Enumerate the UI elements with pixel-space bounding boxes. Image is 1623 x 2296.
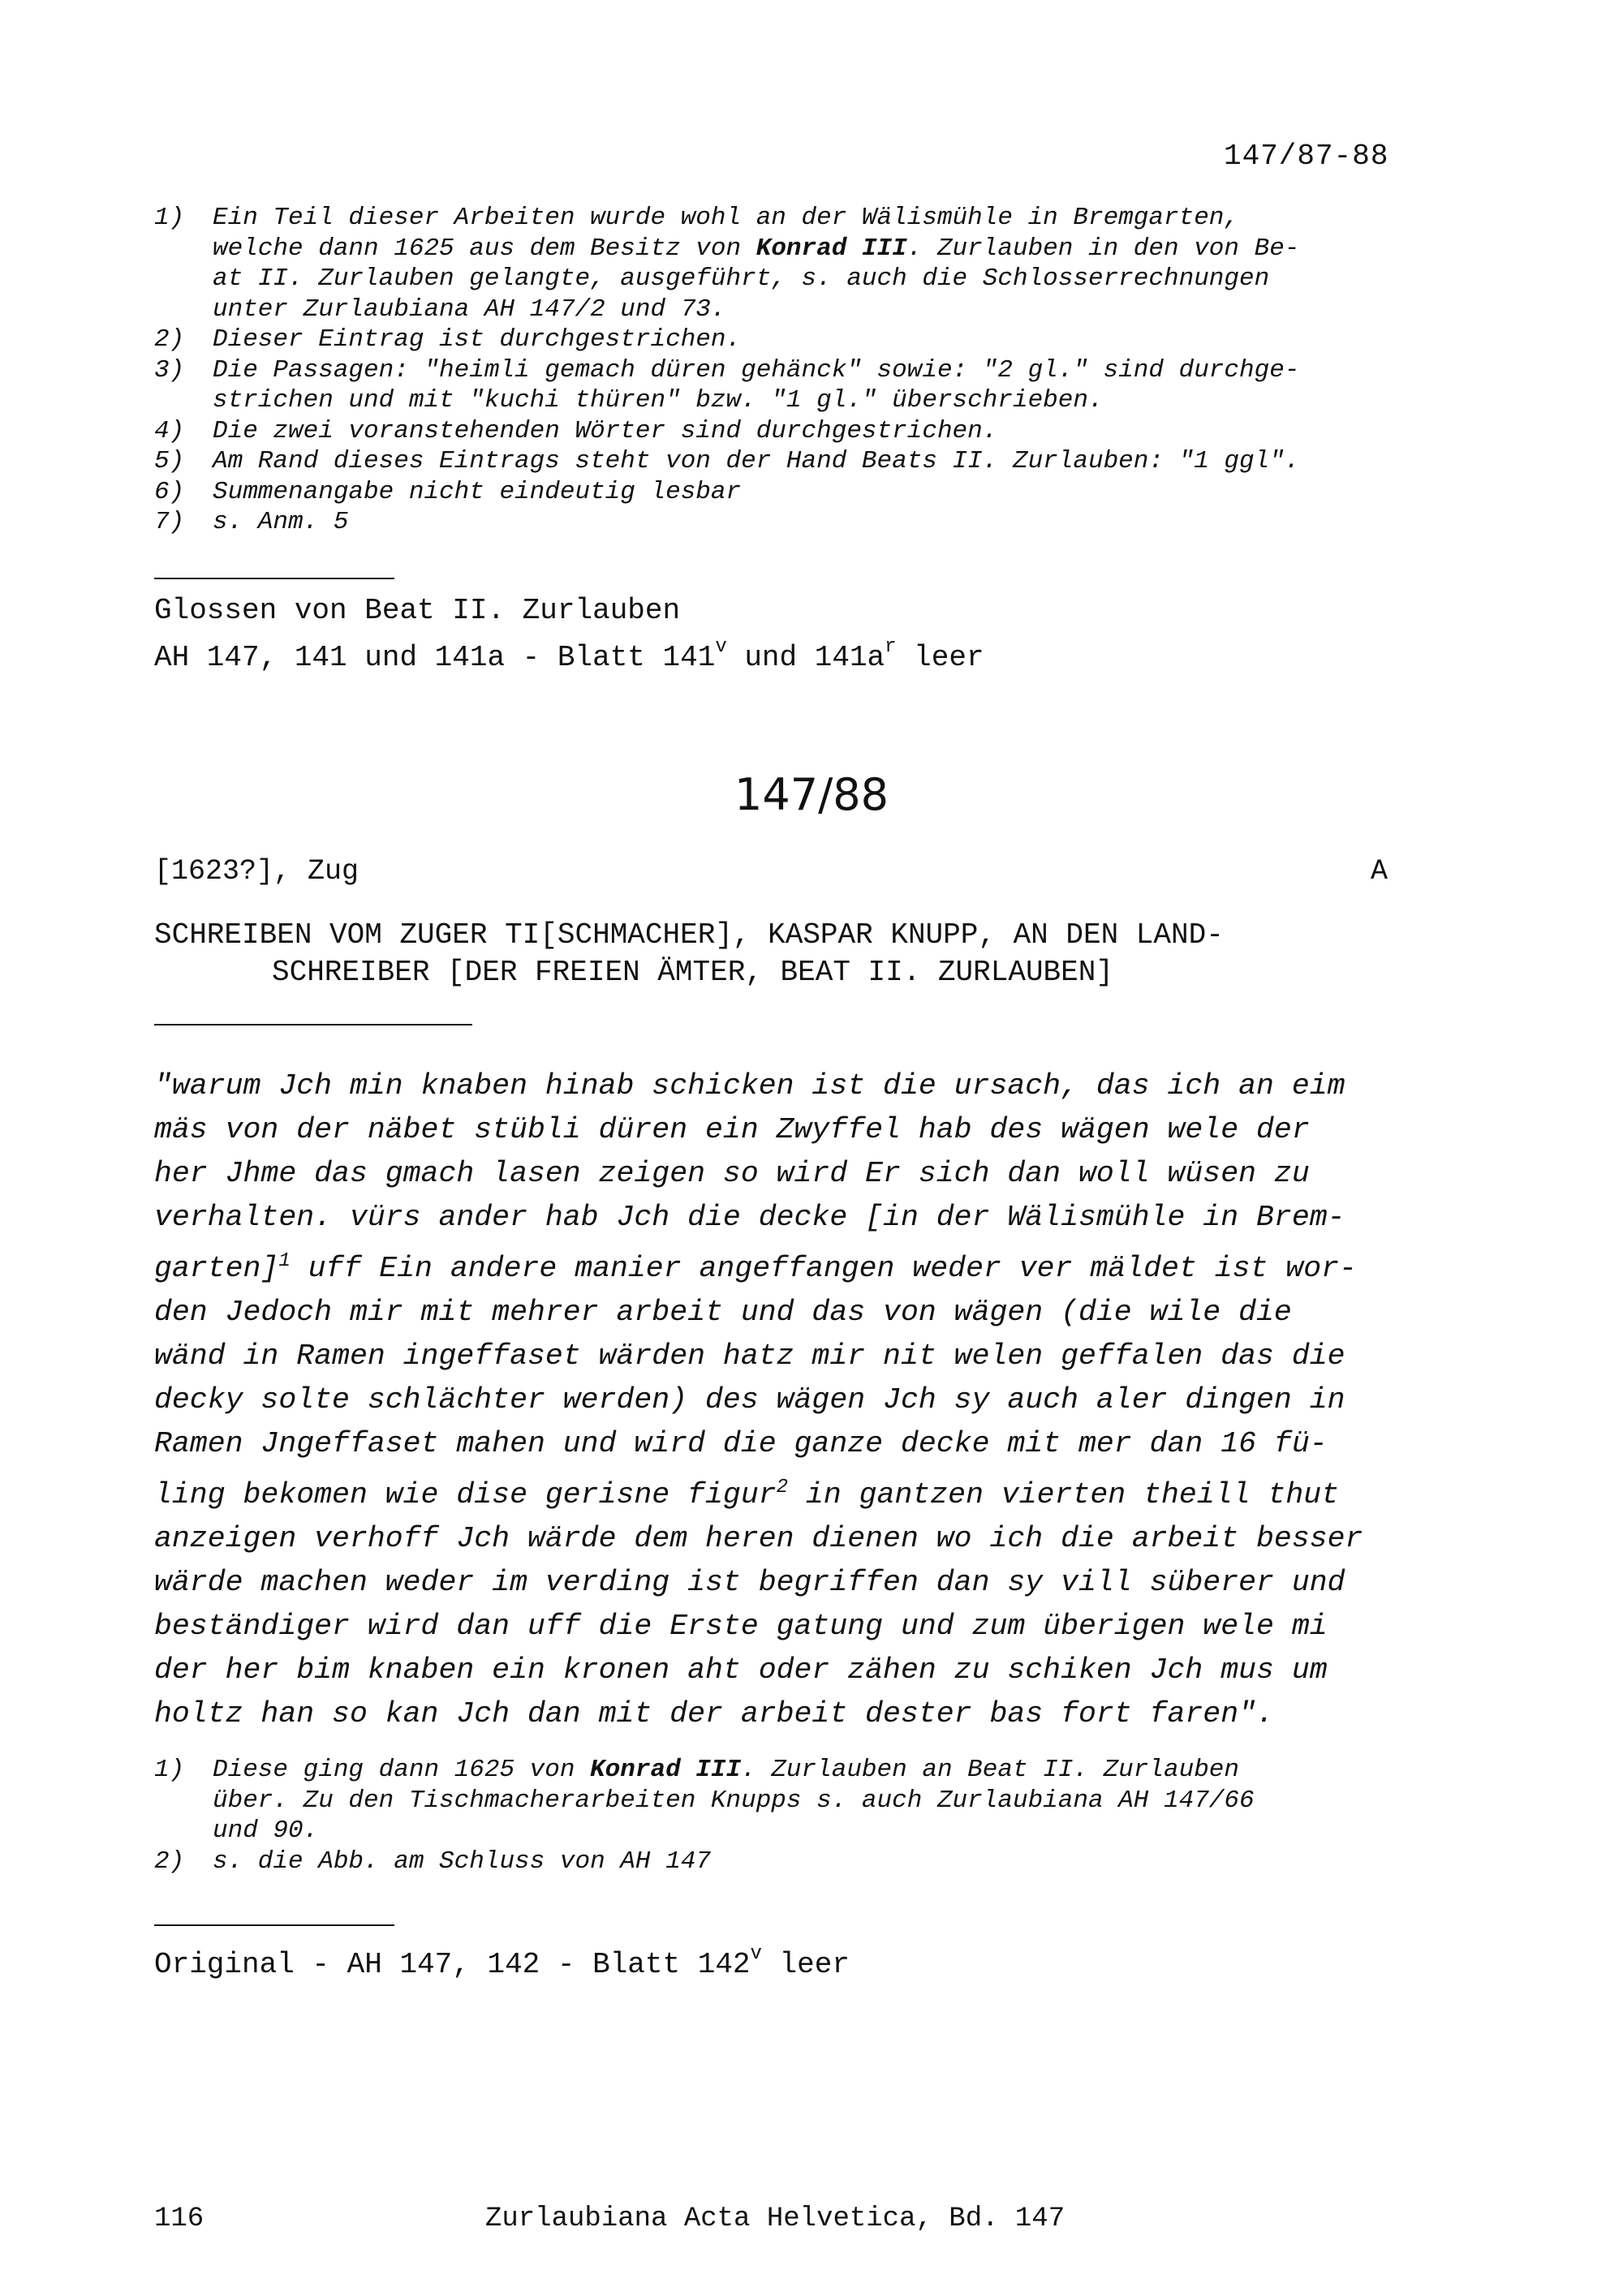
- footnote: [154, 1755, 1420, 1847]
- transcription-line: den Jedoch mir mit mehrer arbeit und das von wägen (die wile die: [154, 1296, 1292, 1330]
- footnote-line: und 90.: [213, 1817, 319, 1845]
- source-note-line: [154, 630, 984, 677]
- footnote-text: [213, 477, 1420, 508]
- footnote-text: [213, 325, 1420, 355]
- transcription-line: beständiger wird dan uff die Erste gatung und zum überigen wele mi: [154, 1610, 1328, 1644]
- footnote-line: s. die Abb. am Schluss von AH 147: [213, 1847, 711, 1876]
- publication-title: Zurlaubiana Acta Helvetica, Bd. 147: [485, 2204, 1065, 2234]
- footnotes-bottom: [154, 1755, 1420, 1877]
- footnote-marker: 1: [278, 1250, 291, 1272]
- footnote: [154, 325, 1420, 355]
- footnote: [154, 1847, 1420, 1877]
- transcription-line: Ramen Jngeffaset mahen und wird die ganze decke mit mer dan 16 fü-: [154, 1427, 1328, 1461]
- source-text: leer: [761, 1948, 850, 1981]
- transcription-line: anzeigen verhoff Jch wärde dem heren dienen wo ich die arbeit besser: [154, 1522, 1363, 1556]
- footnote: [154, 507, 1420, 538]
- footnote-number: 5): [154, 447, 185, 475]
- transcription-line: garten]$^1$ uff Ein andere manier angeffangen weder ver mäldet ist wor-: [154, 1250, 1357, 1286]
- footnote-text: [213, 446, 1420, 477]
- page-reference: 147/87-88: [1224, 140, 1389, 173]
- footnotes-top: [154, 203, 1420, 538]
- superscript: r: [885, 636, 897, 658]
- footnote-number: 4): [154, 416, 185, 445]
- footnote-divider-bottom: [154, 1924, 394, 1926]
- transcription-text: [154, 1064, 1420, 1736]
- document-heading: [154, 917, 1420, 991]
- document-meta: [154, 855, 1388, 888]
- transcription-line: decky solte schlächter werden) des wägen Jch sy auch aler dingen in: [154, 1383, 1345, 1417]
- footnote-line: strichen und mit "kuchi thüren" bzw. "1 gl." überschrieben.: [213, 386, 1104, 415]
- footnote-line: Summenangabe nicht eindeutig lesbar: [213, 477, 742, 506]
- bold-name: Konrad III: [590, 1756, 742, 1784]
- footnote-line: Ein Teil dieser Arbeiten wurde wohl an der Wälismühle in Bremgarten,: [213, 204, 1240, 232]
- footnote-line: Diese ging dann 1625 von Konrad III. Zurlauben an Beat II. Zurlauben: [213, 1756, 1240, 1784]
- superscript: v: [715, 636, 727, 658]
- footnote-line: Die Passagen: "heimli gemach düren gehänck" sowie: "2 gl." sind durchge-: [213, 355, 1300, 385]
- footnote-line: Die zwei voranstehenden Wörter sind durchgestrichen.: [213, 416, 998, 445]
- source-note-top: [154, 591, 984, 677]
- heading-divider: [154, 1024, 472, 1025]
- footnote-line: at II. Zurlauben gelangte, ausgeführt, s. auch die Schlosserrechnungen: [213, 264, 1270, 293]
- heading-line: SCHREIBER [DER FREIEN ÄMTER, BEAT II. ZURLAUBEN]: [272, 956, 1113, 989]
- heading-line: SCHREIBEN VOM ZUGER TI[SCHMACHER], KASPAR KNUPP, AN DEN LAND-: [154, 918, 1224, 952]
- footnote-text: [213, 355, 1420, 416]
- source-note-line: Glossen von Beat II. Zurlauben: [154, 594, 681, 627]
- transcription-line: der her bim knaben ein kronen aht oder zähen zu schiken Jch mus um: [154, 1653, 1328, 1688]
- footnote-line: über. Zu den Tischmacherarbeiten Knupps s. auch Zurlaubiana AH 147/66: [213, 1786, 1255, 1815]
- footnote-text: [213, 416, 1420, 447]
- footnote-line: welche dann 1625 aus dem Besitz von Konrad III. Zurlauben in den von Be-: [213, 234, 1300, 263]
- transcription-line: "warum Jch min knaben hinab schicken ist die ursach, das ich an eim: [154, 1069, 1345, 1103]
- bold-name: Konrad III: [756, 234, 907, 263]
- transcription-line: wänd in Ramen ingeffaset wärden hatz mir nit welen geffalen das die: [154, 1339, 1345, 1374]
- footnote-line: Dieser Eintrag ist durchgestrichen.: [213, 325, 742, 354]
- transcription-line: mäs von der näbet stübli düren ein Zwyffel hab des wägen wele der: [154, 1113, 1310, 1146]
- footnote-line: Am Rand dieses Eintrags steht von der Hand Beats II. Zurlauben: "1 ggl".: [213, 447, 1300, 475]
- footnote-line: unter Zurlaubiana AH 147/2 und 73.: [213, 295, 726, 324]
- footnote-line: s. Anm. 5: [213, 508, 349, 536]
- date-place: [1623?], Zug: [154, 855, 359, 888]
- footnote-divider-top: [154, 578, 394, 579]
- transcription-line: holtz han so kan Jch dan mit der arbeit dester bas fort faren".: [154, 1697, 1274, 1731]
- footnote-number: 1): [154, 204, 185, 232]
- document-number: 147/88: [734, 769, 889, 820]
- footnote: [154, 355, 1420, 416]
- footnote-number: 2): [154, 325, 185, 354]
- source-note-bottom: [154, 1937, 850, 1984]
- transcription-line: her Jhme das gmach lasen zeigen so wird Er sich dan woll wüsen zu: [154, 1157, 1310, 1190]
- footnote-text: [213, 1847, 1420, 1877]
- transcription-line: verhalten. vürs ander hab Jch die decke [in der Wälismühle in Brem-: [154, 1201, 1345, 1234]
- footnote-number: 1): [154, 1756, 185, 1784]
- footnote-number: 3): [154, 355, 185, 385]
- footnote: [154, 416, 1420, 447]
- footnote-number: 7): [154, 508, 185, 536]
- source-text: und 141a: [726, 641, 885, 674]
- transcription-line: ling bekomen wie dise gerisne figur$^2$ in gantzen vierten theill thut: [154, 1477, 1340, 1512]
- page-number: 116: [154, 2204, 204, 2234]
- footnote-marker: 2: [776, 1477, 789, 1499]
- footnote-number: 2): [154, 1847, 185, 1876]
- footnote-text: [213, 507, 1420, 538]
- source-text: Original - AH 147, 142 - Blatt 142: [154, 1948, 751, 1981]
- source-text: leer: [896, 641, 984, 674]
- superscript: v: [750, 1943, 762, 1965]
- footnote-text: [213, 1755, 1420, 1847]
- footnote: [154, 446, 1420, 477]
- source-text: AH 147, 141 und 141a - Blatt 141: [154, 641, 716, 674]
- transcription-line: wärde machen weder im verding ist begriffen dan sy vill süberer und: [154, 1566, 1345, 1600]
- footnote-number: 6): [154, 477, 185, 506]
- document-type-letter: A: [1370, 855, 1388, 888]
- footnote: [154, 203, 1420, 325]
- footnote-text: [213, 203, 1420, 325]
- footnote: [154, 477, 1420, 508]
